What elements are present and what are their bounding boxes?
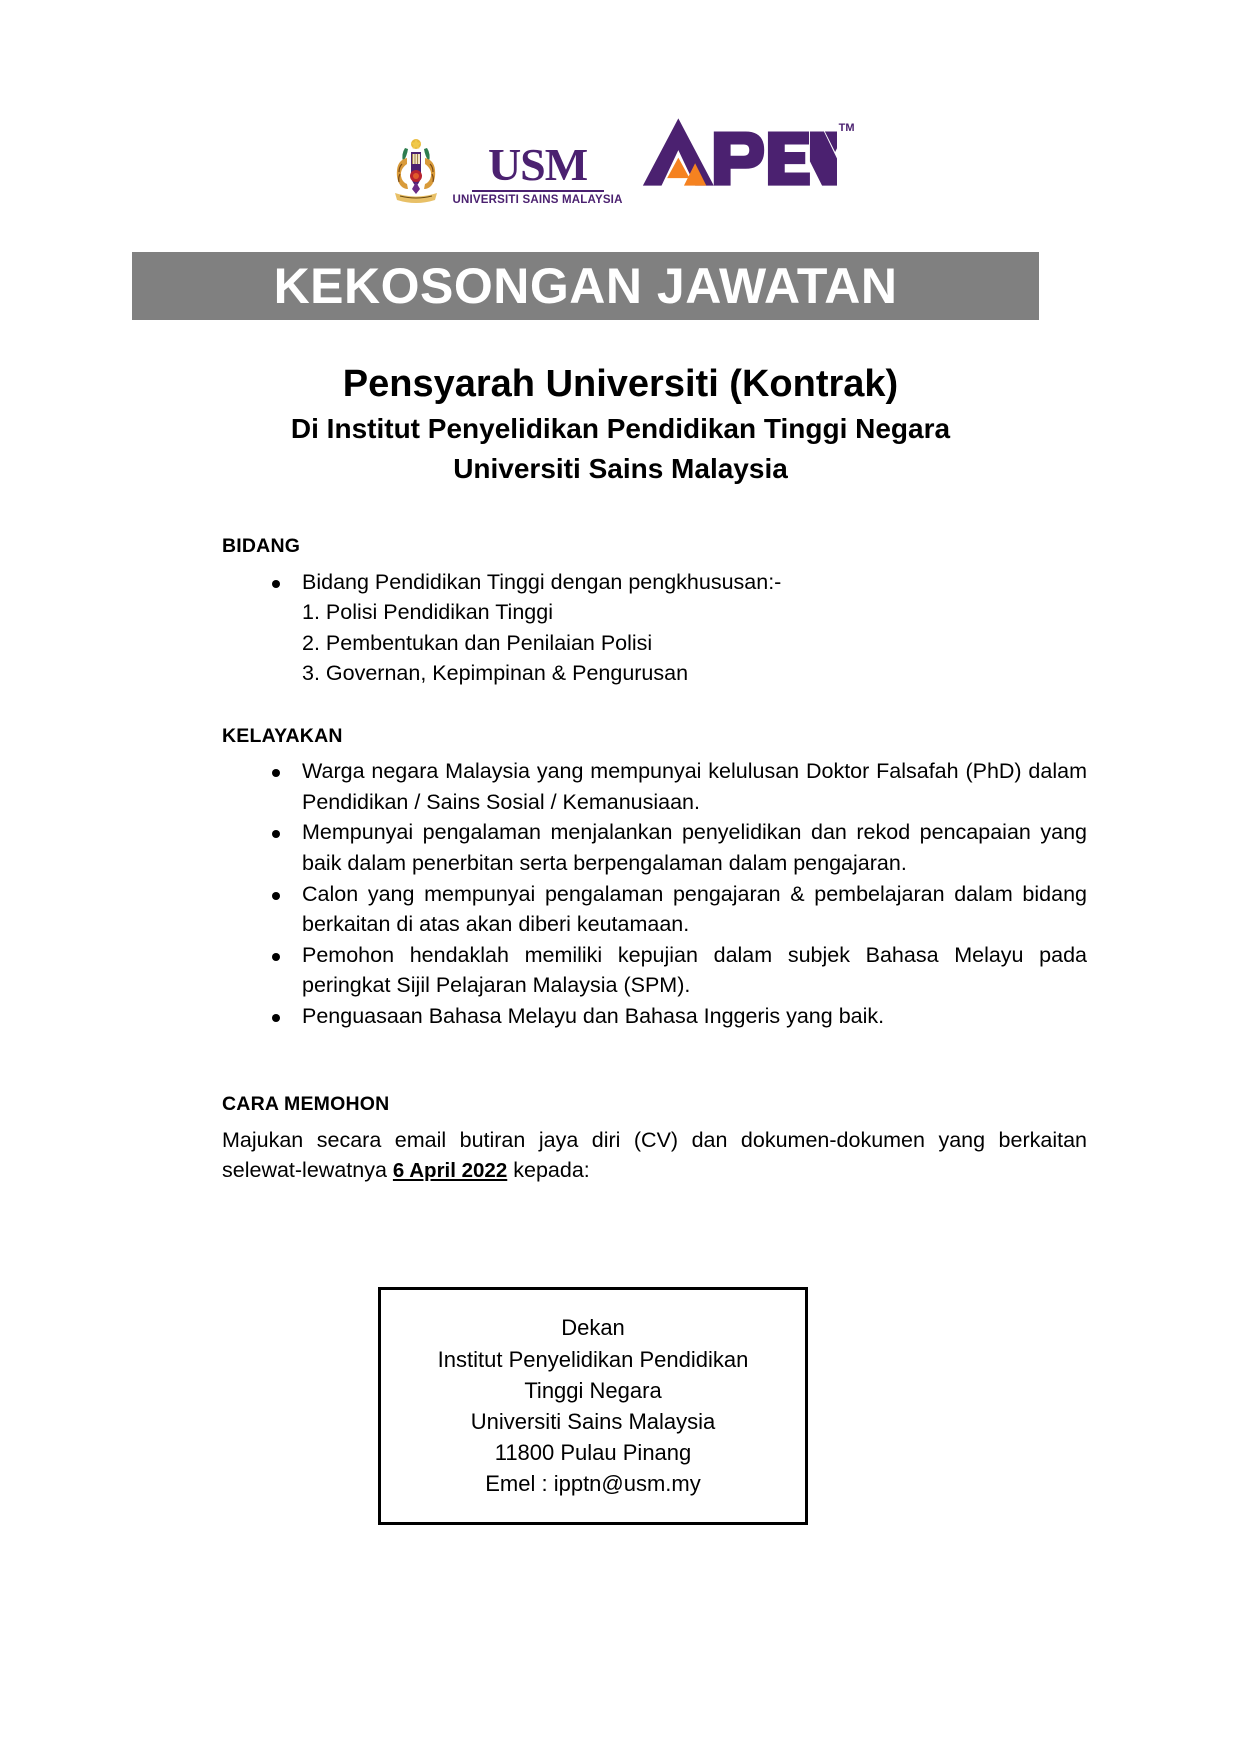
- cara-memohon-paragraph: [222, 1125, 1087, 1186]
- usm-divider: [472, 190, 604, 192]
- cara-memohon-text-after: kepada:: [513, 1158, 590, 1183]
- section-cara-memohon: [222, 1091, 1087, 1186]
- banner-title: KEKOSONGAN JAWATAN: [273, 258, 898, 314]
- bidang-list: [222, 567, 1087, 689]
- spacer: [222, 1031, 1087, 1091]
- section-bidang: [222, 533, 1087, 689]
- section-kelayakan: [222, 723, 1087, 1031]
- poster-body: [222, 533, 1087, 1186]
- list-item: Pemohon hendaklah memiliki kepujian dalam subjek Bahasa Melayu pada peringkat Sijil Pelajaran Malaysia (SPM).: [262, 940, 1087, 1001]
- list-item: Warga negara Malaysia yang mempunyai kelulusan Doktor Falsafah (PhD) dalam Pendidikan / Sains Sosial / Kemanusiaan.: [262, 756, 1087, 817]
- list-item: Calon yang mempunyai pengalaman pengajaran & pembelajaran dalam bidang berkaitan di atas akan diberi keutamaan.: [262, 879, 1087, 940]
- usm-wordmark: [452, 139, 623, 206]
- bidang-item-2: 2. Pembentukan dan Penilaian Polisi: [302, 630, 653, 655]
- bidang-item-1: 1. Polisi Pendidikan Tinggi: [302, 600, 553, 625]
- contact-address-box: [378, 1287, 808, 1525]
- institute-line: Di Institut Penyelidikan Pendidikan Tinggi Negara: [290, 412, 951, 444]
- address-line-5: 11800 Pulau Pinang: [494, 1440, 692, 1466]
- address-line-1: Dekan: [561, 1315, 625, 1341]
- spacer: [222, 689, 1087, 723]
- apex-trademark: TM: [838, 122, 855, 134]
- bidang-item-3: 3. Governan, Kepimpinan & Pengurusan: [302, 661, 689, 686]
- address-line-4: Universiti Sains Malaysia: [470, 1409, 716, 1434]
- title-block: [0, 362, 1241, 488]
- apex-wordmark-icon: [641, 116, 837, 188]
- usm-fullname: UNIVERSITI SAINS MALAYSIA: [452, 194, 623, 206]
- cara-memohon-text-before: Majukan secara email butiran jaya diri (CV) dan dokumen-dokumen yang berkaitan selewat-lewatnya: [222, 1127, 1087, 1183]
- cara-memohon-heading: CARA MEMOHON: [222, 1093, 390, 1116]
- university-line: Universiti Sains Malaysia: [453, 453, 788, 485]
- malaysia-coat-of-arms-crest-icon: [387, 136, 445, 206]
- list-item: Penguasaan Bahasa Melayu dan Bahasa Inggeris yang baik.: [262, 1001, 1087, 1032]
- list-item: [262, 567, 1087, 689]
- vacancy-banner: [132, 252, 1039, 320]
- kelayakan-heading: KELAYAKAN: [222, 724, 343, 747]
- position-title: Pensyarah Universiti (Kontrak): [342, 363, 899, 405]
- list-item: Mempunyai pengalaman menjalankan penyelidikan dan rekod pencapaian yang baik dalam penerbitan serta berpengalaman dalam pengajaran.: [262, 817, 1087, 878]
- apex-logo: [641, 116, 855, 194]
- usm-acronym: USM: [487, 139, 588, 191]
- logo-row: [0, 106, 1241, 206]
- address-email: Emel : ipptn@usm.my: [485, 1471, 701, 1497]
- bidang-heading: BIDANG: [222, 535, 301, 557]
- kelayakan-list: [222, 756, 1087, 1031]
- bidang-bullet-text: Bidang Pendidikan Tinggi dengan pengkhususan:-: [302, 569, 782, 594]
- application-deadline: 6 April 2022: [392, 1159, 508, 1183]
- address-line-3: Tinggi Negara: [524, 1377, 662, 1403]
- address-line-2: Institut Penyelidikan Pendidikan: [437, 1346, 749, 1372]
- usm-logo: [387, 114, 623, 206]
